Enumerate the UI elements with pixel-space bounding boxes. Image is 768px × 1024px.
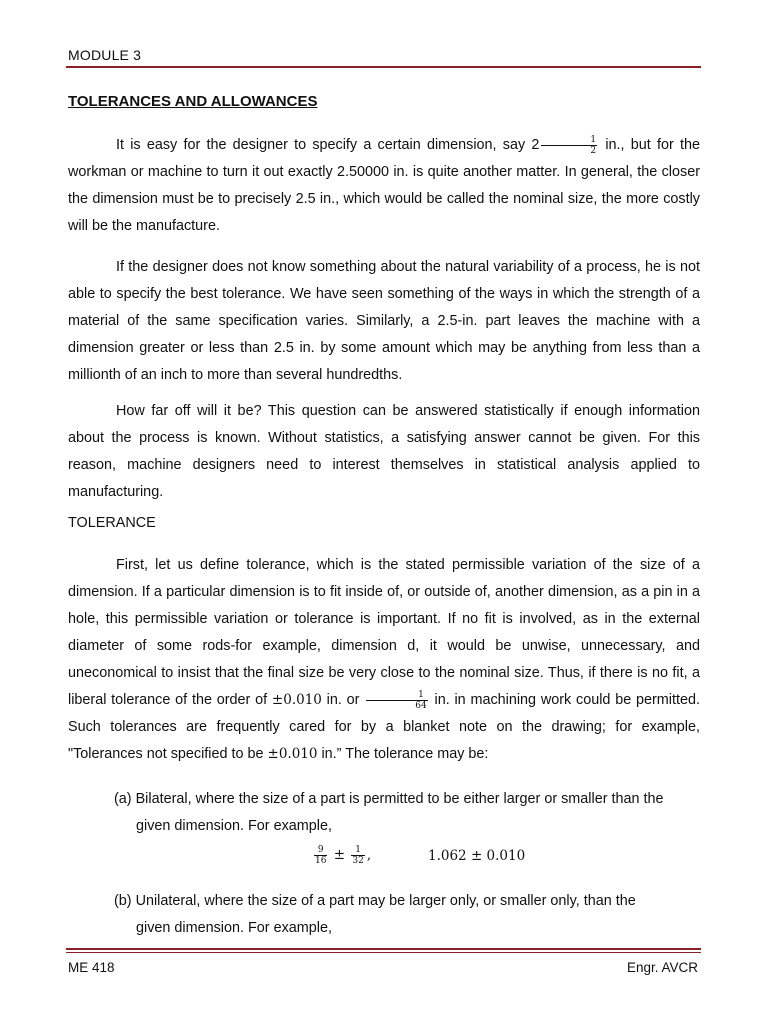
fraction-numerator: 9 xyxy=(314,845,327,856)
fraction-numerator: 1 xyxy=(351,845,364,856)
paragraph-2 xyxy=(68,254,700,389)
paragraph-1 xyxy=(68,132,700,240)
footer-author: Engr. AVCR xyxy=(626,960,698,975)
module-label: MODULE 3 xyxy=(68,47,142,63)
fraction-denominator: 32 xyxy=(352,856,364,866)
list-item-bilateral-line-1: (a) Bilateral, where the size of a part is permitted to be either larger or smaller than the xyxy=(114,791,664,807)
fraction-numerator: 1 xyxy=(541,135,597,146)
paragraph-4-text-b: in. or xyxy=(321,692,365,708)
fraction-numerator: 1 xyxy=(366,690,427,701)
section-heading-tolerance: TOLERANCE xyxy=(68,515,156,531)
paragraph-4-text-d: in.” The tolerance may be: xyxy=(317,746,489,762)
fraction-one-half xyxy=(541,135,597,156)
paragraph-4-text-a: First, let us define tolerance, which is the stated permissible variation of the size of a dimension. If a particular dimension is to fit inside of, or outside of, another dimension, as a pin in a hole, this permissible variation or tolerance is important. If no fit is involved, as in the external diameter of some rods-for example, dimension d, it would be unwise, unnecessary, and uneconomical to insist that the final size be very close to the nominal size. Thus, if there is no fit, a liberal tolerance of the order of xyxy=(68,557,700,708)
fraction-one-thirty-second xyxy=(351,845,364,866)
paragraph-2-text: If the designer does not know something about the natural variability of a process, he is not able to specify the best tolerance. We have seen something of the ways in which the strength of a material of the same specification varies. Similarly, a 2.5-in. part leaves the machine with a dimension greater or less than 2.5 in. by some amount which may be anything from less than a millionth of an inch to more than several hundredths. xyxy=(68,259,700,383)
fraction-denominator: 2 xyxy=(590,145,597,156)
paragraph-4 xyxy=(68,552,700,768)
footer-rule-thin xyxy=(66,952,701,953)
paragraph-1-text-a: It is easy for the designer to specify a certain dimension, say 2 xyxy=(116,137,540,153)
equation-comma: , xyxy=(366,847,372,863)
footer-rule-thick xyxy=(66,948,701,950)
list-item-unilateral-line-1: (b) Unilateral, where the size of a part may be larger only, or smaller only, than the xyxy=(114,893,636,909)
list-item-unilateral xyxy=(114,888,700,942)
fraction-denominator: 16 xyxy=(315,856,327,866)
list-item-bilateral-line-2: given dimension. For example, xyxy=(136,818,332,834)
equation-bilateral xyxy=(312,845,526,866)
fraction-nine-sixteenths xyxy=(314,845,327,866)
paragraph-3-text: How far off will it be? This question can be answered statistically if enough information about the process is known. Without statistics, a satisfying answer cannot be given. For this reason, machine designers need to interest themselves in statistical analysis applied to manufacturing. xyxy=(68,403,700,500)
equation-decimal: 1.062 ± 0.010 xyxy=(428,848,526,864)
paragraph-4-text-c: in. in machining work could be permitted. Such tolerances are frequently cared for by a blanket note on the drawing; for example, "Tolerances not specified to be xyxy=(68,692,700,762)
fraction-one-sixty-fourth xyxy=(366,690,427,711)
math-plus-minus-1: ±0.010 xyxy=(271,692,322,708)
list-item-bilateral xyxy=(114,786,700,840)
equation-plus-minus: ± xyxy=(329,847,350,863)
paragraph-1-text-b: in., but for the workman or machine to turn it out exactly 2.50000 in. is quite another matter. In general, the closer the dimension must be to precisely 2.5 in., which would be called the nominal size, the more costly will be the manufacture. xyxy=(68,137,700,234)
fraction-denominator: 64 xyxy=(415,700,427,711)
paragraph-3 xyxy=(68,398,700,506)
page-title: TOLERANCES AND ALLOWANCES xyxy=(68,93,318,110)
math-plus-minus-2: ±0.010 xyxy=(267,746,318,762)
header-rule xyxy=(66,66,701,68)
footer-course: ME 418 xyxy=(68,960,115,975)
list-item-unilateral-line-2: given dimension. For example, xyxy=(136,920,332,936)
